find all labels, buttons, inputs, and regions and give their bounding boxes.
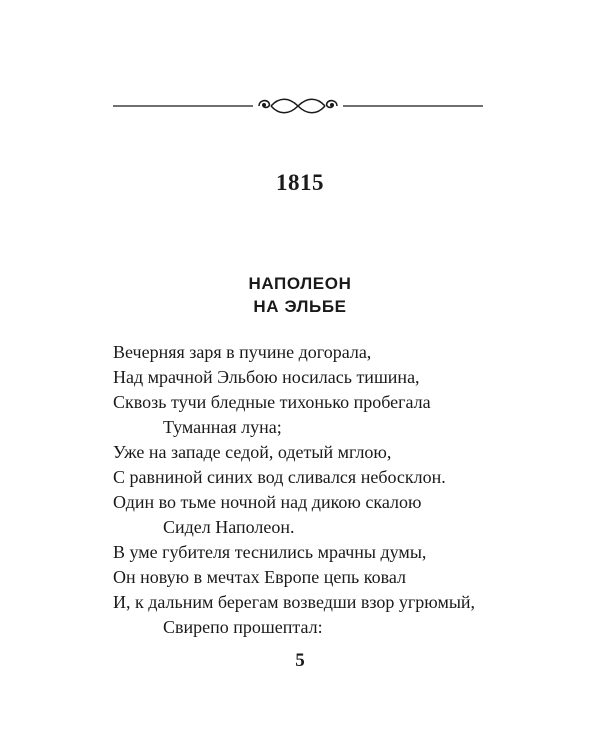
poem-line: В уме губителя теснились мрачны думы, [113, 542, 427, 562]
flourish-divider-icon [113, 92, 483, 118]
poem-line-indented: Туманная луна; [163, 417, 282, 437]
poem-line: И, к дальним берегам возведши взор угрюмый, [113, 592, 476, 612]
poem-line: Один во тьме ночной над дикою скалою [113, 492, 422, 512]
poem-line: Вечерняя заря в пучине догорала, [113, 342, 372, 362]
poem-line-indented: Сидел Наполеон. [163, 517, 295, 537]
poem-line: Он новую в мечтах Европе цепь ковал [113, 567, 406, 587]
page-number: 5 [295, 650, 305, 671]
poem-title-line-1: НАПОЛЕОН [248, 274, 352, 293]
poem-line: Уже на западе седой, одетый мглою, [113, 442, 392, 462]
year-heading: 1815 [276, 170, 324, 195]
poem-body [113, 340, 533, 640]
poem-title-line-2: НА ЭЛЬБЕ [253, 297, 347, 316]
poem-line: С равниной синих вод сливался небосклон. [113, 467, 446, 487]
poem-line-indented: Свирепо прошептал: [163, 617, 323, 637]
poem-line: Над мрачной Эльбою носилась тишина, [113, 367, 420, 387]
poem-line: Сквозь тучи бледные тихонько пробегала [113, 392, 431, 412]
poem-title [0, 272, 600, 318]
